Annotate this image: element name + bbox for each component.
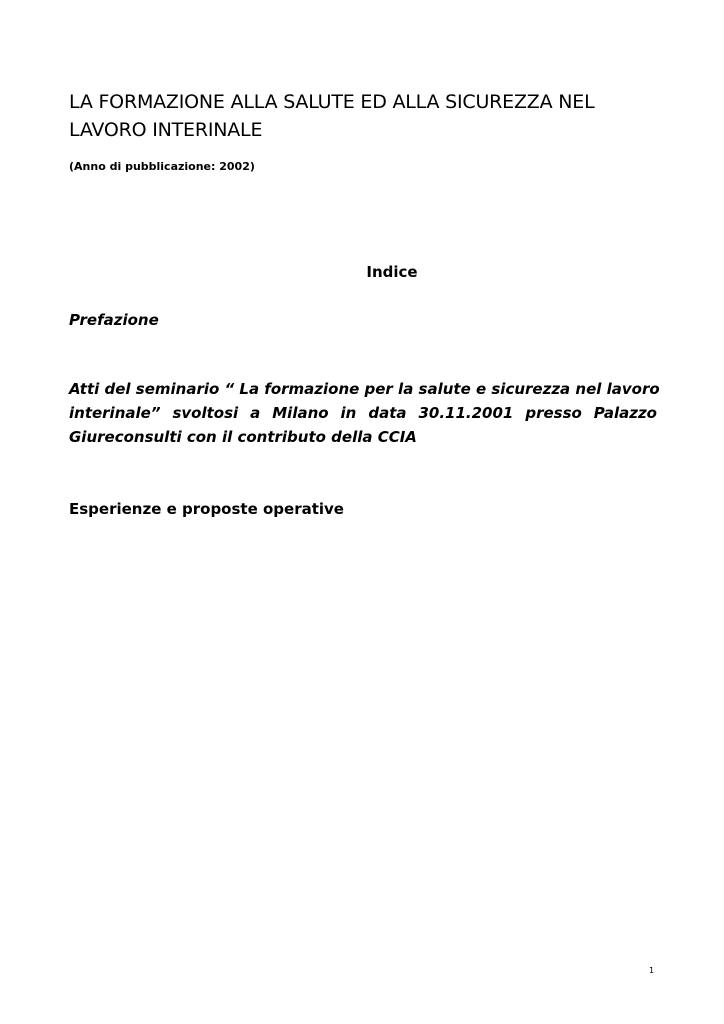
- toc-item-line: Giureconsulti con il contributo della CCIA: [69, 428, 417, 446]
- title-line-1: LA FORMAZIONE ALLA SALUTE ED ALLA SICUREZZA NEL: [69, 91, 595, 113]
- page-number: 1: [649, 966, 655, 975]
- publication-note: (Anno di pubblicazione: 2002): [69, 160, 255, 173]
- toc-item-esperienze: Esperienze e proposte operative: [69, 500, 344, 518]
- title-line-2: LAVORO INTERINALE: [69, 119, 263, 141]
- toc-item-line: Atti del seminario “ La formazione per la salute e sicurezza nel lavoro: [69, 380, 660, 398]
- toc-item-atti-seminario: [69, 377, 660, 449]
- document-title: [69, 88, 669, 144]
- toc-item-prefazione: Prefazione: [69, 311, 159, 329]
- toc-item-line: interinale” svoltosi a Milano in data 30.11.2001 presso Palazzo: [69, 404, 657, 422]
- index-heading: Indice: [366, 263, 418, 281]
